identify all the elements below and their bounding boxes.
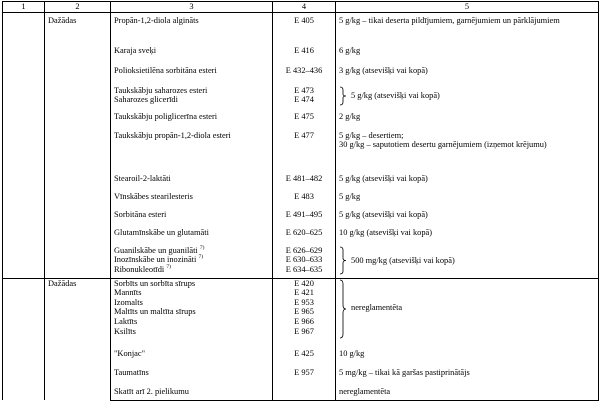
substance-cell <box>111 171 273 188</box>
brace-icon <box>339 279 347 339</box>
e-code: E 421 <box>294 288 314 298</box>
header-cell: 2 <box>45 2 111 13</box>
limit-cell <box>336 127 599 171</box>
limit-cell <box>336 224 599 242</box>
e-code: E 405 <box>294 15 314 25</box>
substance-name: Sorbīts un sorbīta sīrups <box>114 278 196 288</box>
substance-cell <box>111 278 273 343</box>
substance-cell <box>111 188 273 206</box>
code-cell <box>273 62 336 82</box>
category-cell <box>45 12 111 278</box>
e-code: E 425 <box>294 348 314 358</box>
substance-name: Taumatīns <box>114 367 149 377</box>
e-code: E 481–482 <box>285 173 323 183</box>
substance-name: Izomalts <box>114 297 143 307</box>
substance-name: Karaja sveķi <box>114 45 157 55</box>
code-cell <box>273 188 336 206</box>
e-code: E 420 <box>294 278 314 288</box>
substance-name: Taukskābju saharozes esteri <box>114 85 208 95</box>
limit-text: 500 mg/kg (atsevišķi vai kopā) <box>351 255 455 265</box>
e-code: E 475 <box>294 111 314 121</box>
header-cell: 5 <box>336 2 599 13</box>
header-cell: 4 <box>273 2 336 13</box>
category-label: Dažādas <box>48 15 77 25</box>
substance-name: Saharozes glicerīdi <box>114 95 178 105</box>
category-label: Dažādas <box>48 278 77 288</box>
limit-cell <box>336 82 599 108</box>
code-cell <box>273 42 336 62</box>
limit-text: 5 g/kg – tikai deserta pildījumiem, garnējumiem un pārklājumiem <box>339 15 560 25</box>
code-cell <box>273 343 336 364</box>
substance-name: Skatīt arī 2. pielikumu <box>114 386 189 396</box>
header-cell: 3 <box>111 2 273 13</box>
code-cell <box>273 278 336 343</box>
substance-name: Taukskābju propān-1,2-diola esteri <box>114 130 231 140</box>
table-row <box>3 12 599 42</box>
substance-cell <box>111 62 273 82</box>
brace-icon <box>339 86 347 106</box>
substance-name: Ribonukleotīdi $^{7)}$ <box>114 263 171 274</box>
substance-cell <box>111 364 273 383</box>
substance-name: Mannīts <box>114 288 142 298</box>
limit-text: 5 g/kg <box>339 191 361 201</box>
substance-name: Vīnskābes stearilesteris <box>114 191 193 201</box>
e-code: E 953 <box>294 297 314 307</box>
limit-text: 5 g/kg (atsevišķi vai kopā) <box>339 173 428 183</box>
substance-name: Inozīnskābe un inozināti $^{7)}$ <box>114 254 204 265</box>
substance-name: Polioksietilēna sorbitāna esteri <box>114 65 217 75</box>
e-code: E 432–436 <box>285 65 323 75</box>
header-cell: 1 <box>3 2 45 13</box>
limit-text: 10 g/kg <box>339 348 365 358</box>
limit-cell <box>336 188 599 206</box>
substance-cell <box>111 206 273 224</box>
table-row <box>3 278 599 343</box>
code-cell <box>273 206 336 224</box>
substance-name: Ksilīts <box>114 326 136 336</box>
limit-text: nereglamentēta <box>351 302 403 312</box>
additives-table <box>2 1 599 401</box>
e-code: E 967 <box>294 326 314 336</box>
e-code: E 620–625 <box>285 227 323 237</box>
e-code: E 483 <box>294 191 314 201</box>
code-cell <box>273 127 336 171</box>
substance-name: Stearoil-2-laktāti <box>114 173 171 183</box>
code-cell <box>273 12 336 42</box>
limit-cell <box>336 206 599 224</box>
substance-name: Sorbitāna esteri <box>114 209 167 219</box>
e-code: E 957 <box>294 367 314 377</box>
col1-cell <box>3 278 45 400</box>
substance-name: Taukskābju poliglicerīna esteri <box>114 111 218 121</box>
e-code: E 626–629 <box>285 245 323 255</box>
code-cell <box>273 171 336 188</box>
substance-cell <box>111 108 273 127</box>
limit-cell <box>336 12 599 42</box>
limit-text: 5 mg/kg – tikai kā garšas pastiprinātājs <box>339 367 470 377</box>
limit-text: nereglamentēta <box>339 386 391 396</box>
limit-cell <box>336 242 599 279</box>
substance-cell <box>111 224 273 242</box>
limit-text: 5 g/kg – desertiem; <box>339 130 404 140</box>
e-code: E 630–633 <box>285 255 323 265</box>
limit-cell <box>336 364 599 383</box>
limit-text: 6 g/kg <box>339 45 361 55</box>
limit-cell <box>336 383 599 401</box>
brace-icon <box>339 246 347 275</box>
code-cell <box>273 383 336 401</box>
e-code: E 634–635 <box>285 264 323 274</box>
substance-cell <box>111 343 273 364</box>
code-cell <box>273 242 336 279</box>
substance-name: Propān-1,2-diola algināts <box>114 15 199 25</box>
col1-cell <box>3 12 45 278</box>
limit-cell <box>336 343 599 364</box>
limit-text: 5 g/kg (atsevišķi vai kopā) <box>339 209 428 219</box>
limit-cell <box>336 62 599 82</box>
e-code: E 416 <box>294 45 314 55</box>
code-cell <box>273 224 336 242</box>
code-cell <box>273 82 336 108</box>
substance-name: Laktīts <box>114 316 138 326</box>
limit-cell <box>336 108 599 127</box>
limit-text: 30 g/kg – saputotiem desertu garnējumiem (izņemot krējumu) <box>339 140 547 150</box>
substance-name: Maltīts un maltīta sīrups <box>114 307 196 317</box>
substance-cell <box>111 127 273 171</box>
limit-text: 2 g/kg <box>339 111 361 121</box>
code-cell <box>273 108 336 127</box>
limit-cell <box>336 171 599 188</box>
code-cell <box>273 364 336 383</box>
limit-text: 5 g/kg (atsevišķi vai kopā) <box>351 90 440 100</box>
substance-cell <box>111 242 273 279</box>
header-row <box>3 2 599 13</box>
limit-text: 3 g/kg (atsevišķi vai kopā) <box>339 65 428 75</box>
e-code: E 966 <box>294 316 314 326</box>
e-code: E 474 <box>294 95 314 105</box>
e-code: E 491–495 <box>285 209 323 219</box>
e-code: E 477 <box>294 130 314 140</box>
substance-cell <box>111 383 273 401</box>
substance-name: "Konjac" <box>114 348 146 358</box>
substance-cell <box>111 82 273 108</box>
category-cell <box>45 278 111 400</box>
limit-text: 10 g/kg (atsevišķi vai kopā) <box>339 227 433 237</box>
substance-name: Guanilskābe un guanilāti $^{7)}$ <box>114 244 205 255</box>
substance-name: Glutamīnskābe un glutamāti <box>114 227 209 237</box>
e-code: E 965 <box>294 307 314 317</box>
substance-cell <box>111 12 273 42</box>
substance-cell <box>111 42 273 62</box>
limit-cell <box>336 278 599 343</box>
e-code: E 473 <box>294 85 314 95</box>
limit-cell <box>336 42 599 62</box>
